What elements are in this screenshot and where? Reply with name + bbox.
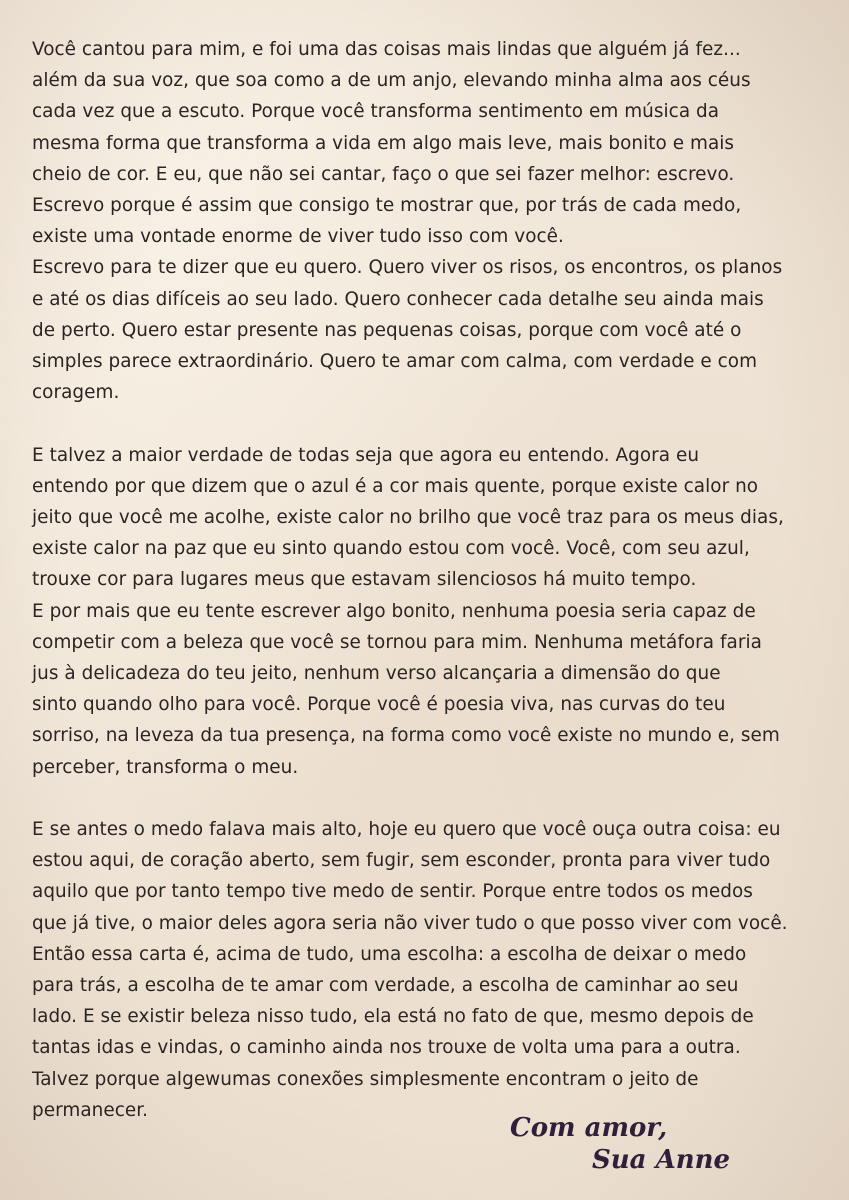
letter-line: sorriso, na leveza da tua presença, na forma como você existe no mundo e, sem (32, 725, 780, 747)
letter-line: cheio de cor. E eu, que não sei cantar, faço o que sei fazer melhor: escrevo. (32, 163, 735, 185)
letter-line: estou aqui, de coração aberto, sem fugir, sem esconder, pronta para viver tudo (32, 850, 771, 872)
letter-line: que já tive, o maior deles agora seria não viver tudo o que posso viver com você. (32, 912, 788, 934)
letter-line: sinto quando olho para você. Porque você é poesia viva, nas curvas do teu (32, 694, 726, 716)
letter-line: Escrevo porque é assim que consigo te mostrar que, por trás de cada medo, (32, 195, 742, 217)
letter-line: aquilo que por tanto tempo tive medo de sentir. Porque entre todos os medos (32, 881, 753, 903)
letter-line: lado. E se existir beleza nisso tudo, ela está no fato de que, mesmo depois de (32, 1006, 754, 1028)
letter-line: além da sua voz, que soa como a de um anjo, elevando minha alma aos céus (32, 70, 751, 92)
letter-line: Talvez porque algewumas conexões simplesmente encontram o jeito de (32, 1068, 699, 1090)
letter-line: simples parece extraordinário. Quero te amar com calma, com verdade e com (32, 351, 758, 373)
letter-paragraph (32, 252, 824, 408)
letter-line: mesma forma que transforma a vida em algo mais leve, mais bonito e mais (32, 132, 735, 154)
letter-line: Escrevo para te dizer que eu quero. Quero viver os risos, os encontros, os planos (32, 257, 783, 279)
letter-paragraph (32, 34, 824, 252)
paragraph-spacer (32, 408, 824, 439)
signature-name: Sua Anne (592, 1145, 731, 1175)
letter-paragraph (32, 596, 824, 783)
paragraph-spacer (32, 783, 824, 814)
letter-line: competir com a beleza que você se tornou para mim. Nenhuma metáfora faria (32, 631, 762, 653)
letter-line: tantas idas e vindas, o caminho ainda nos trouxe de volta uma para a outra. (32, 1037, 741, 1059)
letter-line: jeito que você me acolhe, existe calor no brilho que você traz para os meus dias, (32, 507, 784, 529)
letter-line: entendo por que dizem que o azul é a cor mais quente, porque existe calor no (32, 475, 759, 497)
letter-line: jus à delicadeza do teu jeito, nenhum verso alcançaria a dimensão do que (32, 663, 721, 685)
letter-paragraph (32, 440, 824, 596)
letter-line: e até os dias difíceis ao seu lado. Quero conhecer cada detalhe seu ainda mais (32, 288, 764, 310)
letter-line: E se antes o medo falava mais alto, hoje eu quero que você ouça outra coisa: eu (32, 819, 781, 841)
letter-line: Então essa carta é, acima de tudo, uma escolha: a escolha de deixar o medo (32, 943, 747, 965)
letter-line: perceber, transforma o meu. (32, 756, 299, 778)
letter-line: E por mais que eu tente escrever algo bonito, nenhuma poesia seria capaz de (32, 600, 756, 622)
letter-line: existe uma vontade enorme de viver tudo isso com você. (32, 226, 564, 248)
letter-paragraph (32, 814, 824, 1126)
letter-line: permanecer. (32, 1099, 149, 1121)
signature (510, 1112, 810, 1176)
letter-body (32, 34, 824, 1126)
letter-line: existe calor na paz que eu sinto quando estou com você. Você, com seu azul, (32, 538, 750, 560)
letter-line: Você cantou para mim, e foi uma das coisas mais lindas que alguém já fez... (32, 39, 741, 60)
letter-line: trouxe cor para lugares meus que estavam silenciosos há muito tempo. (32, 569, 697, 591)
letter-line: cada vez que a escuto. Porque você transforma sentimento em música da (32, 101, 720, 123)
letter-line: E talvez a maior verdade de todas seja que agora eu entendo. Agora eu (32, 444, 700, 466)
signature-closing: Com amor, (510, 1113, 668, 1143)
letter-line: coragem. (32, 382, 120, 404)
letter-line: de perto. Quero estar presente nas pequenas coisas, porque com você até o (32, 319, 742, 341)
letter-line: para trás, a escolha de te amar com verdade, a escolha de caminhar ao seu (32, 975, 739, 997)
